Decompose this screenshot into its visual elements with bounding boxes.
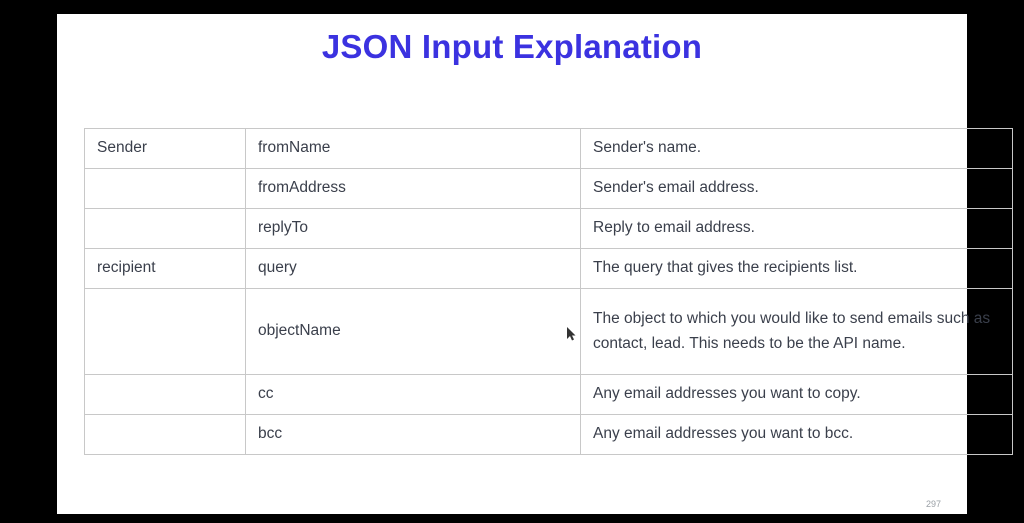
cell-group xyxy=(85,415,246,455)
json-input-table-container xyxy=(84,128,991,455)
cell-field: fromName xyxy=(246,129,581,169)
cell-description: Sender's email address. xyxy=(581,169,1013,209)
cell-field: bcc xyxy=(246,415,581,455)
cell-description xyxy=(581,289,1013,375)
cell-field: replyTo xyxy=(246,209,581,249)
cell-group: recipient xyxy=(85,249,246,289)
cell-description: Any email addresses you want to bcc. xyxy=(581,415,1013,455)
table-row xyxy=(85,129,1013,169)
table-row xyxy=(85,169,1013,209)
cell-group xyxy=(85,289,246,375)
cell-description: Any email addresses you want to copy. xyxy=(581,375,1013,415)
json-input-table xyxy=(84,128,1013,455)
cell-group: Sender xyxy=(85,129,246,169)
cell-description: Sender's name. xyxy=(581,129,1013,169)
table-row xyxy=(85,209,1013,249)
cell-field: cc xyxy=(246,375,581,415)
cell-description-text: The object to which you would like to send emails such as contact, lead. This needs to be the API name. xyxy=(593,310,991,352)
table-row xyxy=(85,375,1013,415)
page-title: JSON Input Explanation xyxy=(321,28,703,65)
slide-canvas xyxy=(57,14,991,514)
page-number: 297 xyxy=(925,499,941,509)
cell-group xyxy=(85,209,246,249)
cell-description: Reply to email address. xyxy=(581,209,1013,249)
cell-group xyxy=(85,375,246,415)
cell-field: objectName xyxy=(246,289,581,375)
table-row xyxy=(85,289,1013,375)
table-row xyxy=(85,249,1013,289)
cell-description: The query that gives the recipients list. xyxy=(581,249,1013,289)
cell-field: query xyxy=(246,249,581,289)
cell-field: fromAddress xyxy=(246,169,581,209)
cell-group xyxy=(85,169,246,209)
table-row xyxy=(85,415,1013,455)
